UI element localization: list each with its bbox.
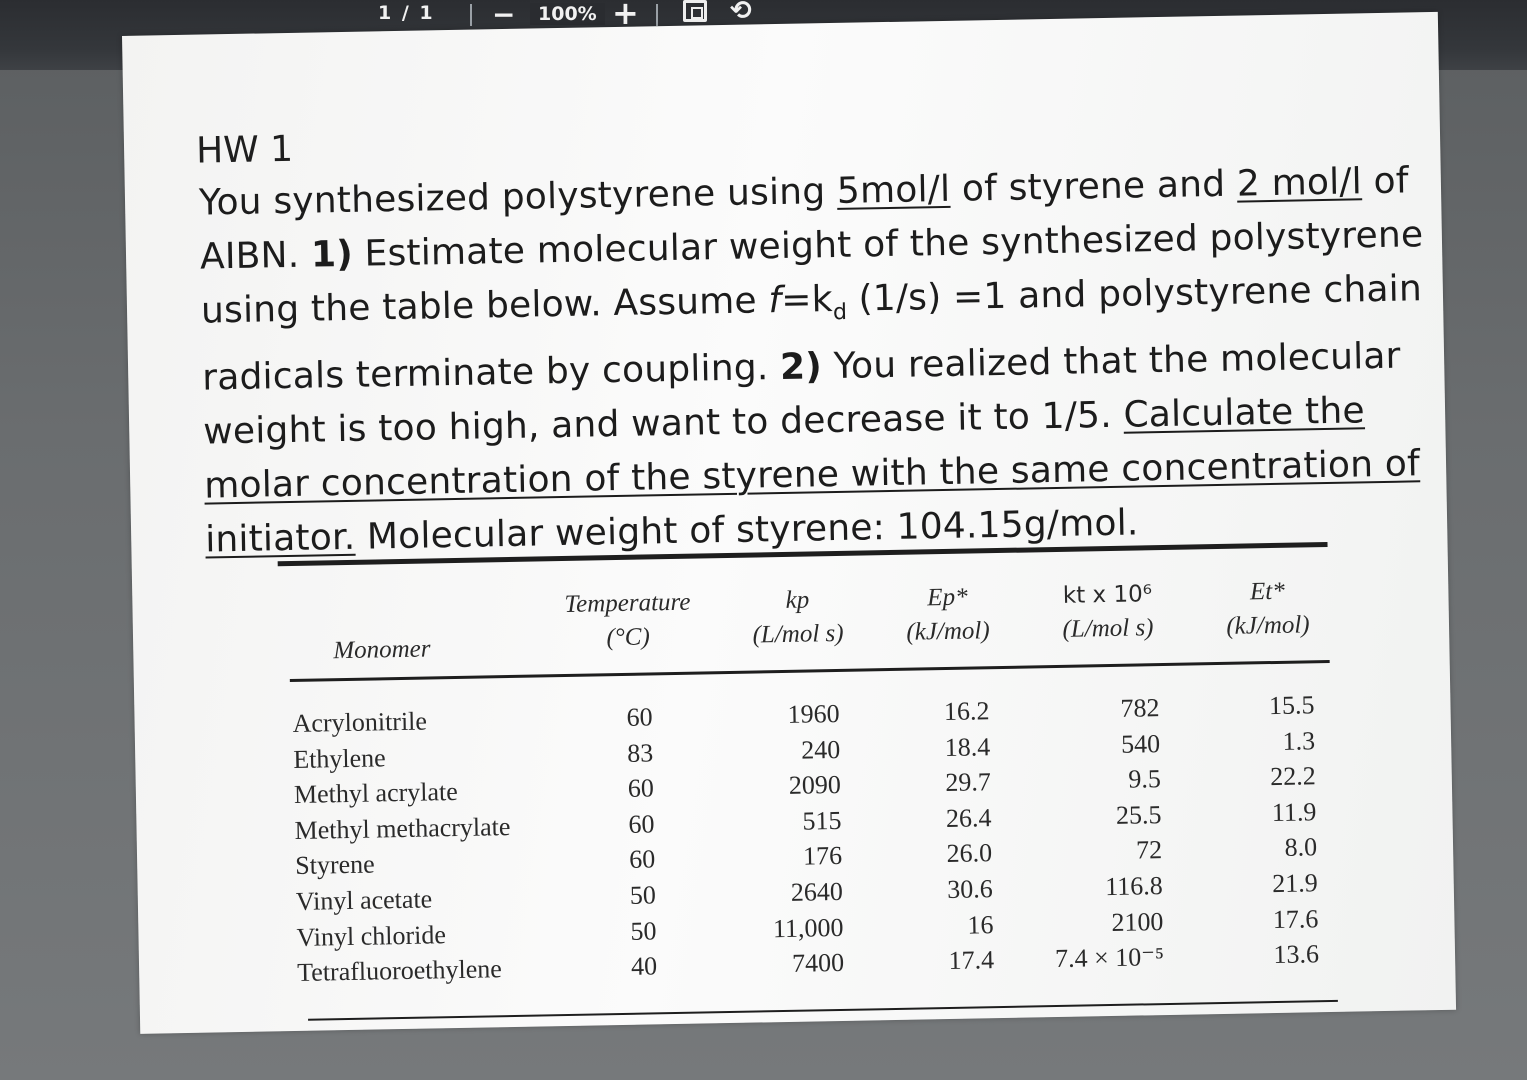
header-monomer: Monomer [333,635,431,665]
table-cell-temp: 40 [630,951,658,982]
table-cell-temp: 60 [628,844,656,875]
underlined-text: 5mol/l [836,168,951,212]
table-cell-ep: 29.7 [945,767,992,798]
subscript-text: d [832,299,848,326]
table-cell-temp: 60 [628,809,655,839]
table-header-rule [290,660,1330,682]
header-temperature-unit: (°C) [606,623,651,652]
toolbar-divider [656,4,658,26]
table-cell-monomer: Vinyl acetate [295,884,433,916]
table-cell-et: 8.0 [1284,832,1318,863]
table-cell-ep: 16 [967,909,994,940]
table-cell-monomer: Tetrafluoroethylene [296,954,503,988]
page-title: HW 1 [195,128,294,172]
header-temperature: Temperature [564,588,691,618]
table-cell-ep: 17.4 [948,945,995,976]
table-cell-temp: 50 [630,915,657,946]
text-run: You realized that the molecular [821,335,1401,388]
table-cell-et: 15.5 [1268,690,1315,721]
underlined-text: 2 mol/l [1236,161,1363,205]
table-cell-kp: 240 [800,734,841,765]
header-et-unit: (kJ/mol) [1226,611,1310,640]
table-cell-et: 1.3 [1282,725,1316,756]
header-kp-unit: (L/mol s) [752,619,844,649]
table-cell-kt: 7.4 × 10⁻⁵ [1054,942,1165,974]
zoom-out-button[interactable]: − [492,0,516,31]
table-cell-temp: 60 [626,702,653,732]
header-kt-unit: (L/mol s) [1062,614,1154,643]
table-cell-temp: 60 [627,773,655,804]
table-cell-kt: 72 [1135,835,1163,865]
header-ep-unit: (kJ/mol) [906,617,990,646]
table-cell-kp: 515 [802,805,842,836]
table-cell-ep: 16.2 [943,696,990,727]
table-cell-kt: 540 [1120,728,1161,759]
text-run: AIBN. [199,234,312,278]
table-cell-kt: 25.5 [1115,799,1162,830]
text-run: (1/s) =1 and polystyrene chain [846,268,1423,320]
table-cell-kp: 7400 [791,948,845,979]
page-indicator: 1 / 1 [378,2,435,24]
italic-text: f [768,279,782,322]
table-cell-ep: 30.6 [947,874,994,905]
text-run: =k [780,279,834,321]
table-cell-kp: 176 [802,841,843,872]
text-run: of styrene and [949,163,1238,210]
underlined-text: Calculate the [1123,390,1366,436]
table-cell-monomer: Methyl acrylate [293,777,459,810]
zoom-in-button[interactable]: + [612,0,639,32]
problem-text [198,155,1424,568]
text-run: radicals terminate by coupling. [201,347,781,399]
underlined-text: initiator. [204,516,356,561]
table-cell-et: 22.2 [1270,761,1317,792]
table-cell-kt: 9.5 [1128,764,1162,794]
table-cell-et: 17.6 [1272,903,1319,934]
table-cell-monomer: Ethylene [293,742,386,774]
text-run: of [1361,160,1409,203]
table-cell-monomer: Vinyl chloride [296,919,447,952]
document-page [122,12,1456,1034]
rotate-icon[interactable]: ⟲ [730,0,752,26]
table-cell-kt: 2100 [1111,906,1164,937]
table-cell-monomer: Methyl methacrylate [294,811,511,845]
table-cell-et: 11.9 [1271,797,1317,827]
table-cell-kt: 116.8 [1104,871,1164,902]
table-cell-kt: 782 [1120,693,1160,723]
header-kt: kt x 10⁶ [1062,581,1153,609]
table-cell-ep: 26.4 [945,802,992,833]
table-cell-kp: 1960 [787,698,840,729]
table-cell-ep: 18.4 [944,731,991,762]
table-cell-et: 21.9 [1271,868,1318,899]
zoom-level-field[interactable]: 100% [530,3,605,25]
fit-page-icon[interactable] [683,0,707,22]
bold-text: 1) [310,233,354,276]
table-cell-kp: 11,000 [772,912,844,943]
header-ep: Ep* [927,583,968,612]
text-run: Estimate molecular weight of the synthesized polystyrene [352,214,1424,275]
table-cell-kp: 2090 [788,770,842,801]
bold-text: 2) [779,346,823,389]
table-cell-ep: 26.0 [946,838,993,869]
text-run: You synthesized polystyrene using [198,170,838,224]
table-bottom-rule [308,1000,1338,1021]
toolbar-divider [470,4,472,26]
table-cell-et: 13.6 [1273,939,1320,970]
text-run: using the table below. Assume [200,280,769,332]
header-kp: kp [785,586,810,614]
header-et: Et* [1249,577,1285,606]
text-run: weight is too high, and want to decrease it to 1/5. [202,394,1124,453]
underlined-text: molar concentration of the styrene with the same concentration of [203,443,1421,507]
text-run: Molecular weight of styrene: 104.15g/mol. [354,502,1139,558]
table-cell-kp: 2640 [790,876,844,907]
table-cell-monomer: Acrylonitrile [292,706,428,738]
table-cell-temp: 83 [626,737,654,768]
table-cell-temp: 50 [629,880,657,910]
table-cell-monomer: Styrene [294,849,375,881]
